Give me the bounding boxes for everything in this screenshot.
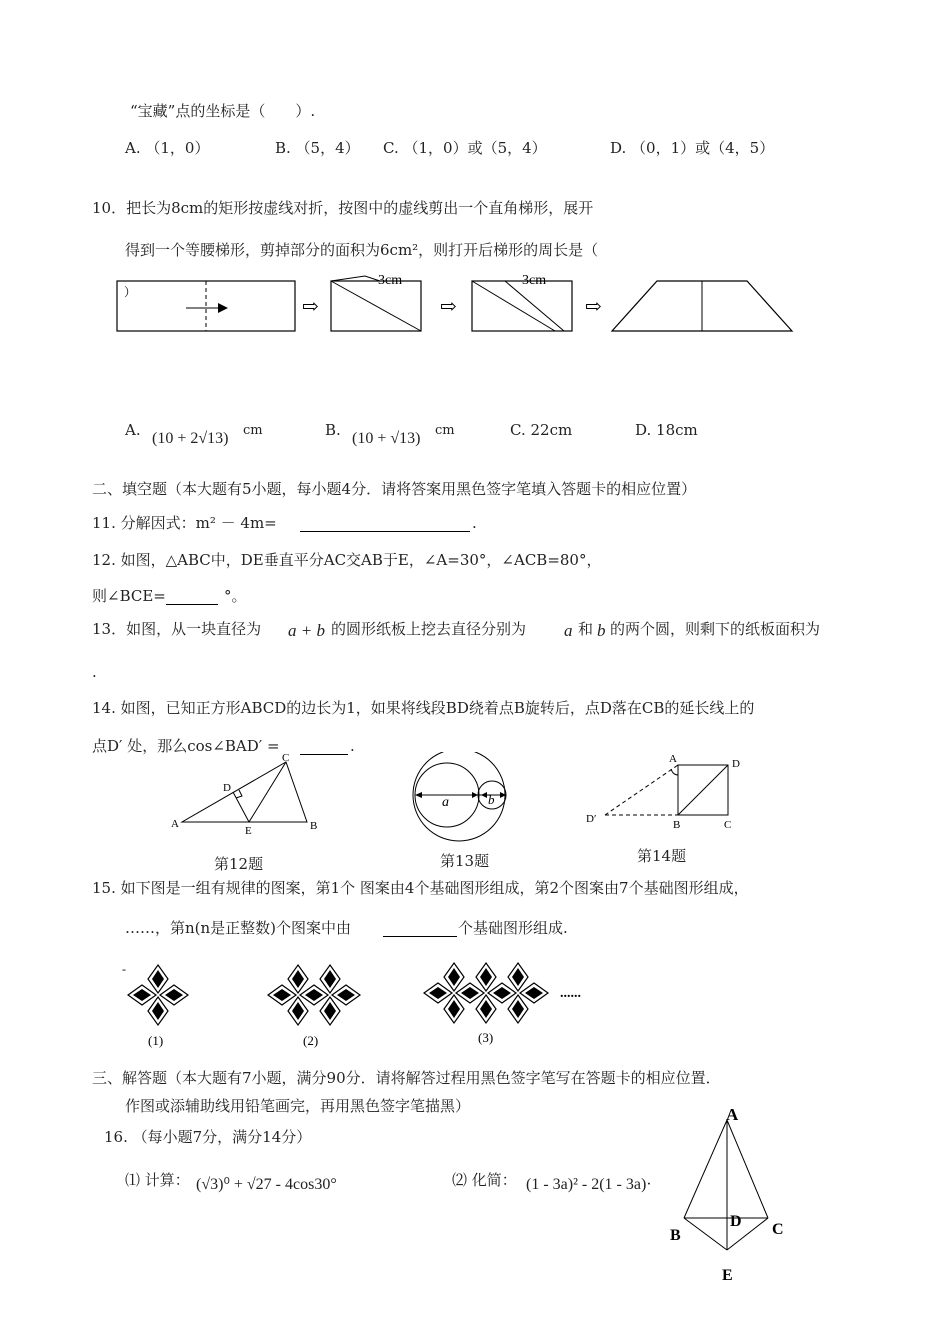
fig13-caption: 第13题 bbox=[440, 852, 490, 870]
section3-line1: 三、解答题（本大题有7小题，满分90分．请将解答过程用黑色签字笔写在答题卡的相应位置． bbox=[92, 1069, 721, 1087]
fig12-triangle bbox=[165, 750, 325, 840]
q9-option-b: B. （5，4） bbox=[275, 139, 360, 157]
q10-option-b-expr: (10 + √13) bbox=[352, 430, 421, 447]
q12-line2: 则∠BCE= bbox=[92, 587, 166, 605]
fig12-label-b: B bbox=[310, 820, 318, 832]
q9-option-d: D. （0，1）或（4，5） bbox=[610, 139, 775, 157]
q13-expr1: a + b bbox=[288, 621, 325, 640]
q10-line1: 10．把长为8cm的矩形按虚线对折，按图中的虚线剪出一个直角梯形，展开 bbox=[92, 199, 594, 217]
q10-label-3cm-a: 3cm bbox=[378, 273, 403, 288]
q15-pattern-2 bbox=[268, 965, 360, 1025]
q9-option-a: A. （1，0） bbox=[125, 139, 210, 157]
q10-line2: 得到一个等腰梯形，剪掉部分的面积为6cm²，则打开后梯形的周长是（ bbox=[125, 241, 599, 259]
q16-heading: 16. （每小题7分，满分14分） bbox=[104, 1128, 312, 1146]
fig13-circles bbox=[412, 752, 512, 844]
q15-answer-blank bbox=[383, 936, 457, 937]
q15-label-3: (3) bbox=[478, 1030, 494, 1045]
q10-option-a-label: A. bbox=[125, 421, 141, 439]
arrow-icon: ⇨ bbox=[440, 296, 457, 318]
q9-option-c: C. （1，0）或（5，4） bbox=[383, 139, 547, 157]
q16-part2-expr: (1 - 3a)² - 2(1 - 3a)· bbox=[526, 1176, 652, 1193]
fig12-label-e: E bbox=[245, 825, 252, 837]
q13-expr3: b bbox=[597, 621, 606, 640]
q11-text: 11. 分解因式：m² － 4m= bbox=[92, 514, 277, 532]
fig12-label-a: A bbox=[171, 818, 179, 830]
q12-tail: °。 bbox=[224, 587, 247, 605]
q12-line1: 12. 如图，△ABC中，DE垂直平分AC交AB于E，∠A=30°，∠ACB=80°， bbox=[92, 551, 602, 569]
q11-answer-blank bbox=[300, 531, 470, 532]
kite-label-e: E bbox=[722, 1267, 733, 1284]
q13-part2: 的圆形纸板上挖去直径分别为 bbox=[331, 620, 527, 638]
q10-option-d: D. 18cm bbox=[635, 421, 698, 439]
fig14-label-c: C bbox=[724, 819, 732, 831]
q15-label-2: (2) bbox=[303, 1033, 319, 1048]
section2-heading: 二、填空题（本大题有5小题，每小题4分．请将答案用黑色签字笔填入答题卡的相应位置） bbox=[92, 480, 697, 498]
arrow-icon: ⇨ bbox=[585, 296, 602, 318]
q10-trapezoid bbox=[612, 281, 792, 331]
fig14-square bbox=[583, 748, 753, 838]
q13-part4: 的两个圆，则剩下的纸板面积为 bbox=[610, 620, 821, 638]
q14-line2: 点D′ 处，那么cos∠BAD′ = bbox=[92, 737, 280, 755]
q15-line2a: ……，第n(n是正整数)个图案中由 bbox=[125, 919, 352, 937]
section3-line2: 作图或添辅助线用铅笔画完，再用黑色签字笔描黑） bbox=[125, 1097, 471, 1115]
q15-patterns bbox=[118, 955, 598, 1055]
q15-line1: 15. 如下图是一组有规律的图案，第1个 图案由4个基础图形组成，第2个图案由7个基础图形组成， bbox=[92, 879, 749, 897]
q10-option-b-unit: cm bbox=[435, 423, 455, 438]
q15-ellipsis: ...... bbox=[560, 986, 581, 1001]
fig14-caption: 第14题 bbox=[637, 847, 687, 865]
kite-label-d: D bbox=[730, 1213, 742, 1230]
fig14-label-d: D bbox=[732, 758, 740, 770]
fig14-label-dprime: D′ bbox=[586, 813, 597, 825]
fig14-label-b: B bbox=[673, 819, 681, 831]
arrow-icon: ⇨ bbox=[302, 296, 319, 318]
q14-line1: 14. 如图，已知正方形ABCD的边长为1，如果将线段BD绕着点B旋转后，点D落在CB的延长线上的 bbox=[92, 699, 755, 717]
kite-label-b: B bbox=[670, 1227, 681, 1244]
q10-option-c: C. 22cm bbox=[510, 421, 573, 439]
q13-part3: 和 bbox=[578, 620, 594, 638]
q10-label-3cm-b: 3cm bbox=[522, 273, 547, 288]
q10-option-b-label: B. bbox=[325, 421, 341, 439]
q15-label-1: (1) bbox=[148, 1033, 164, 1048]
q10-paren-close: ） bbox=[124, 285, 137, 299]
q16-part1-expr: (√3)⁰ + √27 - 4cos30° bbox=[196, 1176, 337, 1193]
q14-tail: . bbox=[350, 737, 355, 755]
q16-part1-label: ⑴ 计算： bbox=[125, 1171, 190, 1189]
q16-part2-label: ⑵ 化简： bbox=[452, 1171, 517, 1189]
q13-expr2: a bbox=[564, 621, 573, 640]
fig12-caption: 第12题 bbox=[214, 855, 264, 873]
q11-tail: . bbox=[472, 514, 477, 532]
q15-line2b: 个基础图形组成. bbox=[458, 919, 568, 937]
q10-figure bbox=[110, 268, 810, 343]
q13-line2: . bbox=[92, 663, 97, 681]
fig13-label-b: b bbox=[488, 792, 495, 807]
q10-folded-step2 bbox=[472, 281, 572, 331]
q15-pattern-3 bbox=[424, 963, 548, 1023]
q10-option-a-unit: cm bbox=[243, 423, 263, 438]
q13-part1: 13．如图，从一块直径为 bbox=[92, 620, 262, 638]
q16-kite-figure bbox=[660, 1100, 800, 1290]
q10-rect-with-fold bbox=[117, 281, 295, 331]
q15-dash: - bbox=[122, 962, 126, 976]
q12-answer-blank bbox=[166, 604, 218, 605]
fig14-label-a: A bbox=[669, 753, 677, 765]
q10-option-a-expr: (10 + 2√13) bbox=[152, 430, 229, 447]
fig13-label-a: a bbox=[442, 795, 449, 810]
q10-folded-step1 bbox=[331, 276, 421, 331]
q15-pattern-1 bbox=[128, 965, 188, 1025]
fig12-label-c: C bbox=[282, 752, 290, 764]
kite-label-c: C bbox=[772, 1221, 784, 1238]
q9-prompt: “宝藏”点的坐标是（ ）. bbox=[130, 102, 316, 120]
fig12-label-d: D bbox=[223, 782, 231, 794]
kite-label-a: A bbox=[726, 1105, 739, 1124]
